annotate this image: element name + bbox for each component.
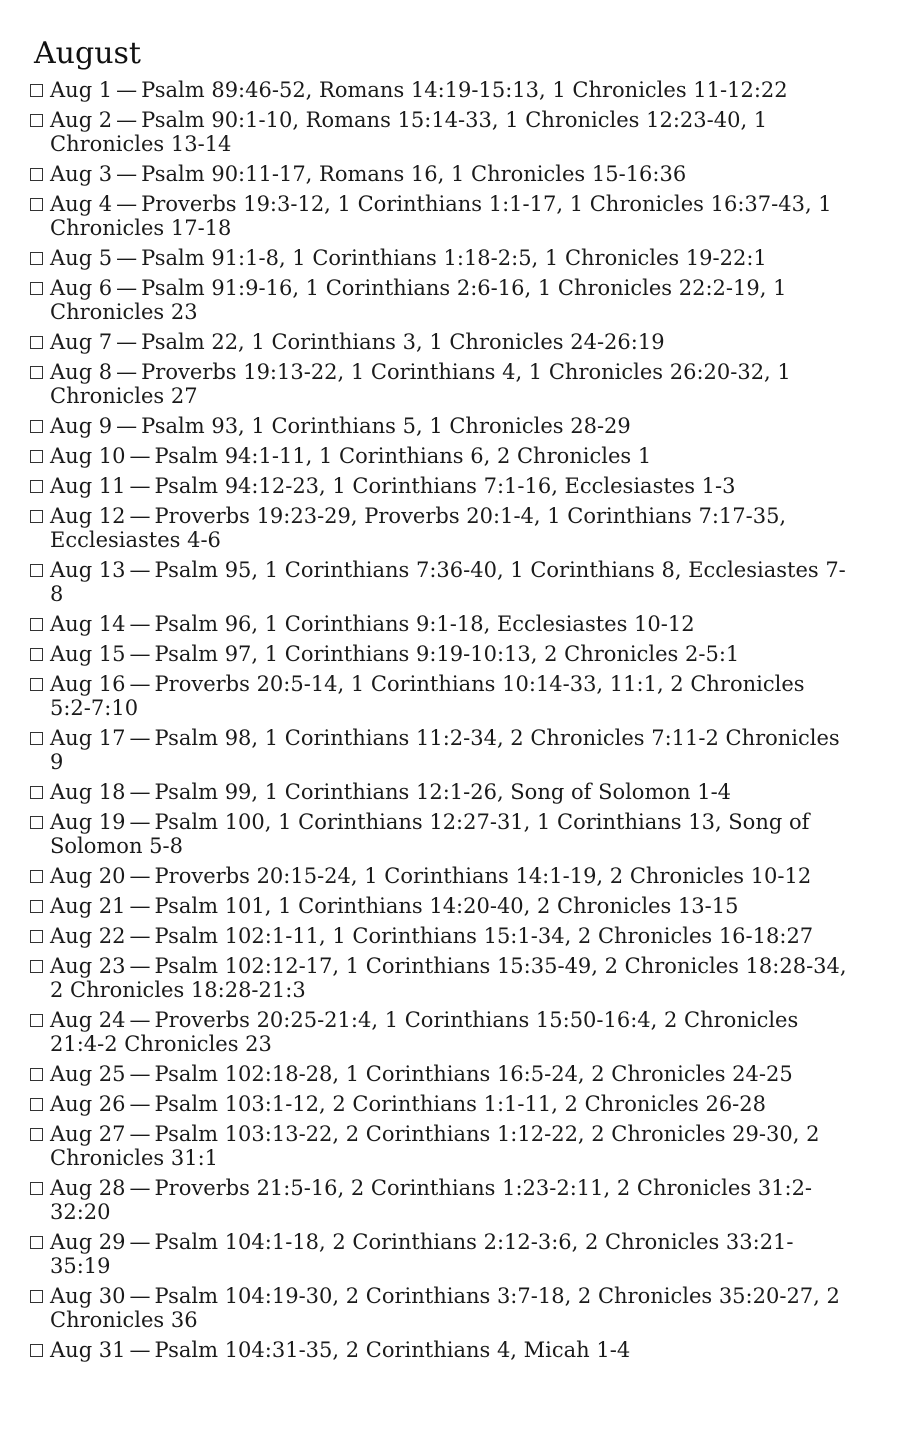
reading-text	[50, 474, 850, 498]
reading-date: Aug 17	[50, 726, 126, 750]
reading-item	[30, 1092, 850, 1116]
reading-item	[30, 672, 850, 720]
reading-date: Aug 9	[50, 414, 113, 438]
separator: —	[129, 954, 151, 978]
reading-item	[30, 780, 850, 804]
separator: —	[129, 1338, 151, 1362]
separator: —	[129, 642, 151, 666]
reading-text	[50, 1284, 850, 1332]
separator: —	[129, 672, 151, 696]
reading-references: Psalm 91:1-8, 1 Corinthians 1:18-2:5, 1 Chronicles 19-22:1	[141, 246, 767, 270]
reading-text	[50, 864, 850, 888]
separator: —	[116, 330, 138, 354]
checkbox[interactable]	[30, 1098, 43, 1111]
reading-references: Proverbs 19:3-12, 1 Corinthians 1:1-17, 1 Chronicles 16:37-43, 1 Chronicles 17-18	[50, 192, 832, 240]
separator: —	[129, 924, 151, 948]
reading-item	[30, 612, 850, 636]
reading-references: Proverbs 20:15-24, 1 Corinthians 14:1-19, 2 Chronicles 10-12	[154, 864, 812, 888]
checkbox[interactable]	[30, 336, 43, 349]
reading-item	[30, 1062, 850, 1086]
separator: —	[129, 810, 151, 834]
reading-references: Psalm 102:1-11, 1 Corinthians 15:1-34, 2 Chronicles 16-18:27	[154, 924, 814, 948]
reading-item	[30, 1230, 850, 1278]
reading-date: Aug 22	[50, 924, 126, 948]
checkbox[interactable]	[30, 786, 43, 799]
checkbox[interactable]	[30, 618, 43, 631]
reading-date: Aug 11	[50, 474, 126, 498]
separator: —	[116, 108, 138, 132]
reading-text	[50, 1008, 850, 1056]
reading-text	[50, 1092, 850, 1116]
reading-item	[30, 444, 850, 468]
reading-text	[50, 414, 850, 438]
reading-text	[50, 954, 850, 1002]
reading-item	[30, 1176, 850, 1224]
reading-date: Aug 1	[50, 78, 113, 102]
reading-date: Aug 5	[50, 246, 113, 270]
reading-references: Psalm 98, 1 Corinthians 11:2-34, 2 Chronicles 7:11-2 Chronicles 9	[50, 726, 840, 774]
reading-date: Aug 14	[50, 612, 126, 636]
reading-date: Aug 26	[50, 1092, 126, 1116]
separator: —	[129, 474, 151, 498]
checkbox[interactable]	[30, 564, 43, 577]
reading-text	[50, 612, 850, 636]
checkbox[interactable]	[30, 1236, 43, 1249]
checkbox[interactable]	[30, 420, 43, 433]
reading-date: Aug 24	[50, 1008, 126, 1032]
reading-references: Psalm 96, 1 Corinthians 9:1-18, Ecclesiastes 10-12	[154, 612, 695, 636]
reading-text	[50, 360, 850, 408]
separator: —	[129, 612, 151, 636]
separator: —	[129, 558, 151, 582]
checkbox[interactable]	[30, 168, 43, 181]
reading-item	[30, 192, 850, 240]
reading-references: Psalm 104:19-30, 2 Corinthians 3:7-18, 2 Chronicles 35:20-27, 2 Chronicles 36	[50, 1284, 840, 1332]
reading-text	[50, 672, 850, 720]
separator: —	[116, 78, 138, 102]
separator: —	[129, 1122, 151, 1146]
reading-item	[30, 108, 850, 156]
reading-references: Psalm 104:1-18, 2 Corinthians 2:12-3:6, 2 Chronicles 33:21-35:19	[50, 1230, 794, 1278]
reading-plan-page	[30, 36, 850, 1368]
reading-text	[50, 1338, 850, 1362]
reading-date: Aug 25	[50, 1062, 126, 1086]
reading-date: Aug 16	[50, 672, 126, 696]
reading-date: Aug 27	[50, 1122, 126, 1146]
checkbox[interactable]	[30, 366, 43, 379]
reading-text	[50, 192, 850, 240]
checkbox[interactable]	[30, 282, 43, 295]
separator: —	[129, 1092, 151, 1116]
reading-text	[50, 810, 850, 858]
checkbox[interactable]	[30, 1128, 43, 1141]
reading-date: Aug 30	[50, 1284, 126, 1308]
checkbox[interactable]	[30, 252, 43, 265]
reading-references: Psalm 102:12-17, 1 Corinthians 15:35-49, 2 Chronicles 18:28-34, 2 Chronicles 18:28-21:3	[50, 954, 847, 1002]
reading-references: Proverbs 21:5-16, 2 Corinthians 1:23-2:11, 2 Chronicles 31:2-32:20	[50, 1176, 813, 1224]
month-title: August	[34, 36, 141, 71]
separator: —	[116, 162, 138, 186]
reading-item	[30, 558, 850, 606]
reading-date: Aug 8	[50, 360, 113, 384]
reading-item	[30, 1284, 850, 1332]
reading-date: Aug 10	[50, 444, 126, 468]
separator: —	[129, 1284, 151, 1308]
reading-item	[30, 642, 850, 666]
reading-date: Aug 23	[50, 954, 126, 978]
reading-references: Psalm 94:12-23, 1 Corinthians 7:1-16, Ecclesiastes 1-3	[154, 474, 736, 498]
checkbox[interactable]	[30, 480, 43, 493]
separator: —	[129, 780, 151, 804]
reading-date: Aug 2	[50, 108, 113, 132]
reading-references: Psalm 100, 1 Corinthians 12:27-31, 1 Corinthians 13, Song of Solomon 5-8	[50, 810, 810, 858]
checkbox[interactable]	[30, 1068, 43, 1081]
reading-references: Psalm 104:31-35, 2 Corinthians 4, Micah 1-4	[154, 1338, 631, 1362]
checkbox[interactable]	[30, 1344, 43, 1357]
reading-date: Aug 19	[50, 810, 126, 834]
reading-item	[30, 330, 850, 354]
reading-references: Psalm 102:18-28, 1 Corinthians 16:5-24, 2 Chronicles 24-25	[154, 1062, 793, 1086]
separator: —	[116, 360, 138, 384]
separator: —	[129, 1230, 151, 1254]
reading-text	[50, 444, 850, 468]
reading-text	[50, 246, 850, 270]
reading-references: Proverbs 19:13-22, 1 Corinthians 4, 1 Chronicles 26:20-32, 1 Chronicles 27	[50, 360, 791, 408]
reading-references: Psalm 89:46-52, Romans 14:19-15:13, 1 Chronicles 11-12:22	[141, 78, 788, 102]
separator: —	[129, 1062, 151, 1086]
reading-references: Psalm 93, 1 Corinthians 5, 1 Chronicles 28-29	[141, 414, 631, 438]
reading-text	[50, 894, 850, 918]
reading-date: Aug 7	[50, 330, 113, 354]
checkbox[interactable]	[30, 1290, 43, 1303]
reading-text	[50, 924, 850, 948]
checkbox[interactable]	[30, 960, 43, 973]
checkbox[interactable]	[30, 870, 43, 883]
reading-references: Psalm 91:9-16, 1 Corinthians 2:6-16, 1 Chronicles 22:2-19, 1 Chronicles 23	[50, 276, 787, 324]
checkbox[interactable]	[30, 450, 43, 463]
reading-item	[30, 726, 850, 774]
separator: —	[129, 504, 151, 528]
checkbox[interactable]	[30, 816, 43, 829]
reading-date: Aug 13	[50, 558, 126, 582]
reading-text	[50, 504, 850, 552]
reading-text	[50, 276, 850, 324]
reading-references: Psalm 103:13-22, 2 Corinthians 1:12-22, 2 Chronicles 29-30, 2 Chronicles 31:1	[50, 1122, 820, 1170]
reading-date: Aug 21	[50, 894, 126, 918]
reading-item	[30, 474, 850, 498]
separator: —	[116, 192, 138, 216]
separator: —	[129, 726, 151, 750]
checkbox[interactable]	[30, 900, 43, 913]
reading-text	[50, 78, 850, 102]
reading-date: Aug 6	[50, 276, 113, 300]
separator: —	[129, 444, 151, 468]
reading-date: Aug 18	[50, 780, 126, 804]
reading-item	[30, 894, 850, 918]
reading-item	[30, 954, 850, 1002]
reading-item	[30, 360, 850, 408]
reading-text	[50, 1176, 850, 1224]
separator: —	[116, 246, 138, 270]
separator: —	[129, 864, 151, 888]
reading-date: Aug 29	[50, 1230, 126, 1254]
reading-date: Aug 31	[50, 1338, 126, 1362]
reading-text	[50, 558, 850, 606]
reading-date: Aug 3	[50, 162, 113, 186]
separator: —	[116, 276, 138, 300]
reading-references: Proverbs 19:23-29, Proverbs 20:1-4, 1 Corinthians 7:17-35, Ecclesiastes 4-6	[50, 504, 787, 552]
reading-item	[30, 414, 850, 438]
checkbox[interactable]	[30, 678, 43, 691]
checkbox[interactable]	[30, 648, 43, 661]
separator: —	[116, 414, 138, 438]
reading-text	[50, 330, 850, 354]
reading-list	[30, 78, 850, 1362]
reading-item	[30, 1008, 850, 1056]
reading-references: Psalm 101, 1 Corinthians 14:20-40, 2 Chronicles 13-15	[154, 894, 739, 918]
reading-date: Aug 20	[50, 864, 126, 888]
reading-item	[30, 276, 850, 324]
checkbox[interactable]	[30, 114, 43, 127]
reading-item	[30, 864, 850, 888]
reading-references: Psalm 103:1-12, 2 Corinthians 1:1-11, 2 Chronicles 26-28	[154, 1092, 767, 1116]
checkbox[interactable]	[30, 1014, 43, 1027]
reading-text	[50, 780, 850, 804]
reading-references: Psalm 99, 1 Corinthians 12:1-26, Song of Solomon 1-4	[154, 780, 732, 804]
reading-text	[50, 726, 850, 774]
reading-text	[50, 1230, 850, 1278]
checkbox[interactable]	[30, 198, 43, 211]
reading-text	[50, 108, 850, 156]
reading-item	[30, 162, 850, 186]
reading-references: Psalm 95, 1 Corinthians 7:36-40, 1 Corinthians 8, Ecclesiastes 7-8	[50, 558, 846, 606]
checkbox[interactable]	[30, 732, 43, 745]
reading-item	[30, 1338, 850, 1362]
reading-item	[30, 246, 850, 270]
reading-item	[30, 504, 850, 552]
reading-date: Aug 15	[50, 642, 126, 666]
reading-text	[50, 642, 850, 666]
reading-date: Aug 4	[50, 192, 113, 216]
reading-item	[30, 78, 850, 102]
reading-date: Aug 12	[50, 504, 126, 528]
reading-references: Psalm 90:1-10, Romans 15:14-33, 1 Chronicles 12:23-40, 1 Chronicles 13-14	[50, 108, 768, 156]
reading-references: Proverbs 20:5-14, 1 Corinthians 10:14-33, 11:1, 2 Chronicles 5:2-7:10	[50, 672, 805, 720]
reading-references: Psalm 90:11-17, Romans 16, 1 Chronicles 15-16:36	[141, 162, 687, 186]
separator: —	[129, 894, 151, 918]
reading-text	[50, 1062, 850, 1086]
reading-item	[30, 1122, 850, 1170]
checkbox[interactable]	[30, 510, 43, 523]
checkbox[interactable]	[30, 84, 43, 97]
separator: —	[129, 1176, 151, 1200]
reading-date: Aug 28	[50, 1176, 126, 1200]
checkbox[interactable]	[30, 930, 43, 943]
reading-references: Psalm 97, 1 Corinthians 9:19-10:13, 2 Chronicles 2-5:1	[154, 642, 740, 666]
separator: —	[129, 1008, 151, 1032]
reading-item	[30, 924, 850, 948]
reading-references: Proverbs 20:25-21:4, 1 Corinthians 15:50-16:4, 2 Chronicles 21:4-2 Chronicles 23	[50, 1008, 799, 1056]
reading-text	[50, 162, 850, 186]
reading-references: Psalm 22, 1 Corinthians 3, 1 Chronicles 24-26:19	[141, 330, 665, 354]
reading-references: Psalm 94:1-11, 1 Corinthians 6, 2 Chronicles 1	[154, 444, 652, 468]
checkbox[interactable]	[30, 1182, 43, 1195]
reading-text	[50, 1122, 850, 1170]
reading-item	[30, 810, 850, 858]
